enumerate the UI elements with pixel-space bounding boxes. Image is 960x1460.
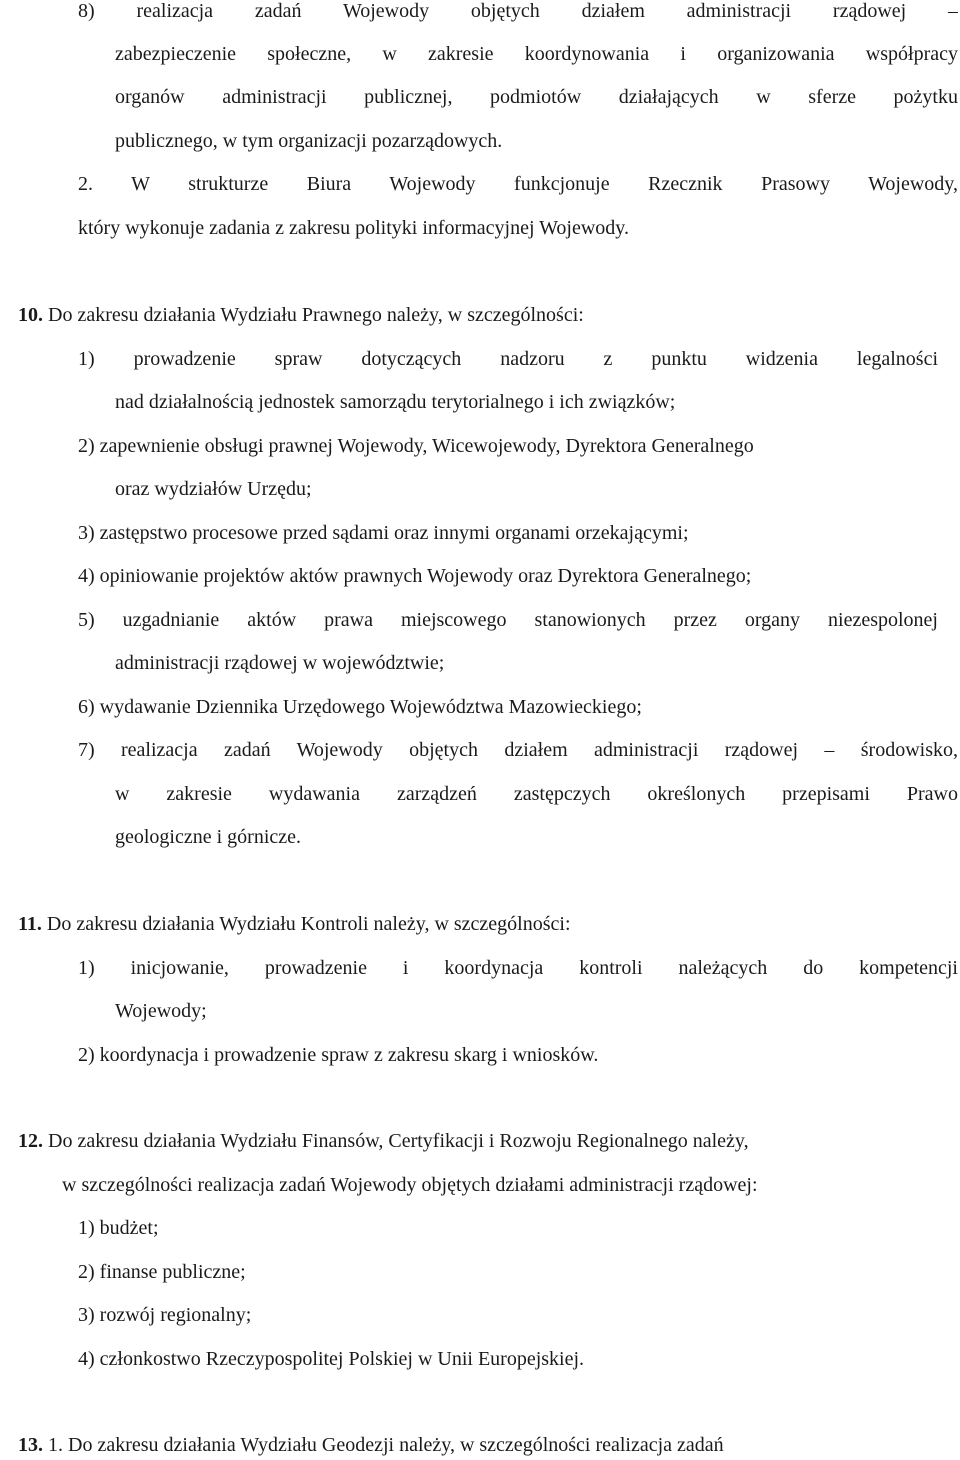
item-8-line-4: publicznego, w tym organizacji pozarządowych.: [115, 130, 503, 152]
item-8-line-1: 8) realizacja zadań Wojewody objętych działem administracji rządowej –: [78, 0, 958, 22]
s12-item-4: 4) członkostwo Rzeczypospolitej Polskiej w Unii Europejskiej.: [78, 1348, 585, 1370]
section-13-heading: [18, 1432, 724, 1458]
section-13-number: 13.: [18, 1434, 43, 1456]
point-2-line-1: 2. W strukturze Biura Wojewody funkcjonuje Rzecznik Prasowy Wojewody,: [78, 173, 958, 195]
s10-item-4: 4) opiniowanie projektów aktów prawnych Wojewody oraz Dyrektora Generalnego;: [78, 565, 752, 587]
s10-item-5-line-1: 5) uzgadnianie aktów prawa miejscowego stanowionych przez organy niezespolonej: [78, 609, 938, 631]
section-11-number: 11.: [18, 913, 42, 935]
s10-item-2-line-2: oraz wydziałów Urzędu;: [115, 478, 312, 500]
s11-item-2: 2) koordynacja i prowadzenie spraw z zakresu skarg i wniosków.: [78, 1044, 599, 1066]
s10-item-1-line-2: nad działalnością jednostek samorządu terytorialnego i ich związków;: [115, 391, 676, 413]
section-12-heading: [18, 1128, 749, 1154]
section-13-intro: 1. Do zakresu działania Wydziału Geodezji należy, w szczególności realizacja zadań: [43, 1434, 724, 1456]
s10-item-3: 3) zastępstwo procesowe przed sądami oraz innymi organami orzekającymi;: [78, 522, 689, 544]
s12-item-3: 3) rozwój regionalny;: [78, 1304, 252, 1326]
s11-item-1-line-1: 1) inicjowanie, prowadzenie i koordynacja kontroli należących do kompetencji: [78, 957, 958, 979]
section-10-intro: Do zakresu działania Wydziału Prawnego należy, w szczególności:: [43, 304, 584, 326]
s10-item-7-line-1: 7) realizacja zadań Wojewody objętych działem administracji rządowej – środowisko,: [78, 739, 958, 761]
section-12-number: 12.: [18, 1130, 43, 1152]
section-12-intro: Do zakresu działania Wydziału Finansów, Certyfikacji i Rozwoju Regionalnego należy,: [43, 1130, 749, 1152]
section-11-heading: [18, 911, 571, 937]
s10-item-1-line-1: 1) prowadzenie spraw dotyczących nadzoru z punktu widzenia legalności: [78, 348, 938, 370]
section-10-number: 10.: [18, 304, 43, 326]
section-11-intro: Do zakresu działania Wydziału Kontroli należy, w szczególności:: [41, 913, 571, 935]
point-2-line-2: który wykonuje zadania z zakresu polityki informacyjnej Wojewody.: [78, 217, 630, 239]
s12-item-2: 2) finanse publiczne;: [78, 1261, 246, 1283]
item-8-line-2: zabezpieczenie społeczne, w zakresie koordynowania i organizowania współpracy: [115, 43, 958, 65]
s12-item-1: 1) budżet;: [78, 1217, 159, 1239]
s10-item-7-line-3: geologiczne i górnicze.: [115, 826, 302, 848]
section-12-intro-line-2: w szczególności realizacja zadań Wojewody objętych działami administracji rządowej:: [62, 1174, 758, 1196]
item-8-line-3: organów administracji publicznej, podmiotów działających w sferze pożytku: [115, 86, 958, 108]
section-10-heading: [18, 302, 584, 328]
s10-item-7-line-2: w zakresie wydawania zarządzeń zastępczych określonych przepisami Prawo: [115, 783, 958, 805]
s10-item-5-line-2: administracji rządowej w województwie;: [115, 652, 445, 674]
s11-item-1-line-2: Wojewody;: [115, 1000, 207, 1022]
s10-item-2-line-1: 2) zapewnienie obsługi prawnej Wojewody, Wicewojewody, Dyrektora Generalnego: [78, 435, 754, 457]
s10-item-6: 6) wydawanie Dziennika Urzędowego Województwa Mazowieckiego;: [78, 696, 642, 718]
